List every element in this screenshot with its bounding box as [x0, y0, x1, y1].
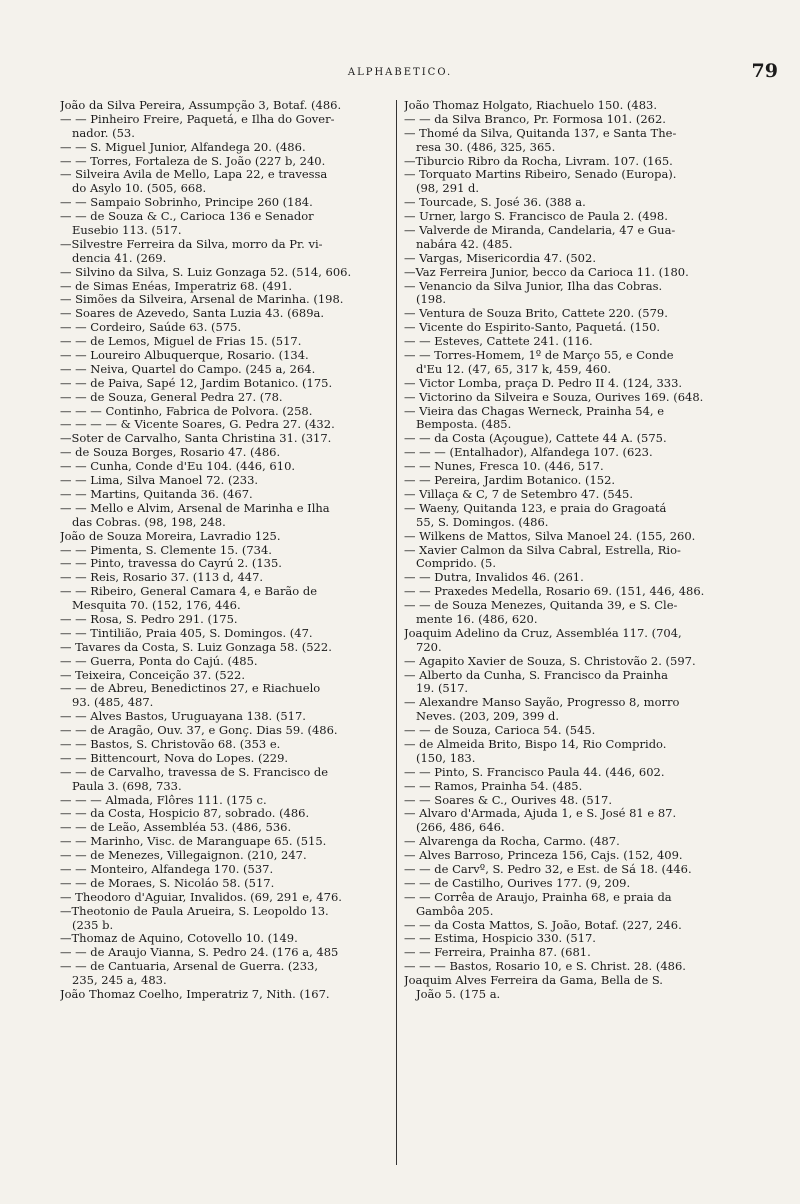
directory-entry-line: do Asylo 10. (505, 668.: [72, 182, 207, 196]
directory-entry-line: —Tiburcio Ribro da Rocha, Livram. 107. (165.: [404, 154, 673, 168]
directory-entry-line: — — de Carvº, S. Pedro 32, e Est. de Sá 18. (446.: [404, 862, 692, 876]
directory-entry-line: — Simões da Silveira, Arsenal de Marinha. (198.: [60, 293, 344, 307]
directory-entry-line: —Vaz Ferreira Junior, becco da Carioca 11. (180.: [404, 265, 689, 279]
directory-entry-line: — — de Souza Menezes, Quitanda 39, e S. Cle-: [404, 599, 678, 613]
directory-entry-line: — — Sampaio Sobrinho, Principe 260 (184.: [60, 196, 313, 210]
directory-entry-line: (198.: [416, 293, 447, 307]
directory-entry-line: — Ventura de Souza Brito, Cattete 220. (579.: [404, 307, 668, 321]
directory-entry-line: — Vicente do Espirito-Santo, Paquetá. (150.: [404, 321, 661, 335]
directory-entry-line: — Silvino da Silva, S. Luiz Gonzaga 52. (514, 606.: [60, 265, 352, 279]
directory-entry-line: — — S. Miguel Junior, Alfandega 20. (486.: [60, 140, 306, 154]
directory-entry-line: — — Loureiro Albuquerque, Rosario. (134.: [60, 349, 309, 363]
directory-entry-line: — — Soares & C., Ourives 48. (517.: [404, 793, 612, 807]
directory-entry-line: Joaquim Alves Ferreira da Gama, Bella de S.: [404, 974, 663, 988]
directory-entry-line: d'Eu 12. (47, 65, 317 k, 459, 460.: [416, 362, 612, 376]
directory-entry-line: — — de Menezes, Villegaignon. (210, 247.: [60, 849, 307, 863]
directory-entry-line: — — de Souza, Carioca 54. (545.: [404, 724, 596, 738]
directory-entry-line: — — da Costa, Hospicio 87, sobrado. (486.: [60, 807, 310, 821]
directory-entry-line: Gambôa 205.: [416, 904, 494, 918]
directory-entry-line: —Thomaz de Aquino, Cotovello 10. (149.: [60, 932, 298, 946]
directory-entry-line: — Tourcade, S. José 36. (388 a.: [404, 196, 586, 210]
directory-entry-line: nabára 42. (485.: [416, 237, 513, 251]
directory-entry-line: — de Souza Borges, Rosario 47. (486.: [60, 446, 281, 460]
directory-entry-line: 720.: [416, 640, 442, 654]
directory-entry-line: João da Silva Pereira, Assumpção 3, Botaf. (486.: [60, 99, 342, 112]
directory-entry-line: — Wilkens de Mattos, Silva Manoel 24. (155, 260.: [404, 529, 696, 543]
directory-entry-line: — Silveira Avila de Mello, Lapa 22, e travessa: [60, 168, 328, 182]
directory-entry-line: — — de Souza, General Pedra 27. (78.: [60, 390, 283, 404]
directory-entry-line: — — Praxedes Medella, Rosario 69. (151, 446, 486.: [404, 585, 705, 599]
directory-entry-line: — — Esteves, Cattete 241. (116.: [404, 335, 593, 349]
directory-entry-line: — — Bittencourt, Nova do Lopes. (229.: [60, 751, 289, 765]
directory-entry-line: — Xavier Calmon da Silva Cabral, Estrella, Rio-: [404, 543, 681, 557]
directory-entry-line: — Waeny, Quitanda 123, e praia do Gragoatá: [404, 501, 667, 515]
directory-entry-line: — — Reis, Rosario 37. (113 d, 447.: [60, 571, 264, 585]
directory-entry-line: (266, 486, 646.: [416, 821, 505, 835]
directory-entry-line: — — Dutra, Invalidos 46. (261.: [404, 571, 584, 585]
directory-entry-line: nador. (53.: [72, 126, 135, 140]
directory-entry-line: — — Mello e Alvim, Arsenal de Marinha e Ilha: [60, 501, 330, 515]
directory-entry-line: — — da Silva Branco, Pr. Formosa 101. (262.: [404, 112, 666, 126]
directory-entry-line: — Vieira das Chagas Werneck, Prainha 54, e: [404, 404, 665, 418]
directory-entry-line: das Cobras. (98, 198, 248.: [72, 515, 226, 529]
directory-entry-line: Neves. (203, 209, 399 d.: [416, 710, 560, 724]
directory-entry-line: — — — Bastos, Rosario 10, e S. Christ. 28. (486.: [404, 960, 686, 974]
directory-entry-line: — Alvarenga da Rocha, Carmo. (487.: [404, 835, 620, 849]
directory-entry-line: 93. (485, 487.: [72, 696, 154, 710]
directory-entry-line: — — Neiva, Quartel do Campo. (245 a, 264.: [60, 362, 316, 376]
directory-entry-line: — — de Aragão, Ouv. 37, e Gonç. Dias 59. (486.: [60, 724, 338, 738]
directory-entry-line: — — Pereira, Jardim Botanico. (152.: [404, 474, 616, 488]
directory-entry-line: — de Simas Enéas, Imperatriz 68. (491.: [60, 279, 293, 293]
directory-entry-line: — — Pinto, S. Francisco Paula 44. (446, 602.: [404, 765, 665, 779]
directory-entry-line: Bemposta. (485.: [416, 418, 512, 432]
directory-entry-line: — de Almeida Brito, Bispo 14, Rio Comprido.: [404, 737, 667, 751]
directory-entry-line: (98, 291 d.: [416, 182, 480, 196]
directory-entry-line: 55, S. Domingos. (486.: [416, 515, 549, 529]
directory-entry-line: — — Ribeiro, General Camara 4, e Barão de: [60, 585, 318, 599]
column-divider: [396, 100, 397, 1165]
directory-entry-line: Joaquim Adelino da Cruz, Assembléa 117. (704,: [404, 626, 682, 640]
directory-entry-line: — Valverde de Miranda, Candelaria, 47 e Gua-: [404, 224, 676, 238]
directory-entry-line: — Venancio da Silva Junior, Ilha das Cobras.: [404, 279, 663, 293]
directory-entry-line: — — Monteiro, Alfandega 170. (537.: [60, 862, 274, 876]
directory-entry-line: — — de Abreu, Benedictinos 27, e Riachuelo: [60, 682, 321, 696]
directory-entry-line: — — Ramos, Prainha 54. (485.: [404, 779, 583, 793]
directory-entry-line: — Teixeira, Conceição 37. (522.: [60, 668, 246, 682]
directory-entry-line: — Alexandre Manso Sayão, Progresso 8, morro: [404, 696, 680, 710]
directory-entry-line: — Soares de Azevedo, Santa Luzia 43. (689a.: [60, 307, 325, 321]
directory-entry-line: — — Cunha, Conde d'Eu 104. (446, 610.: [60, 460, 296, 474]
right-column: [404, 99, 750, 1002]
directory-entry-line: — Victorino da Silveira e Souza, Ourives 169. (648.: [404, 390, 704, 404]
directory-entry-line: — Vargas, Misericordia 47. (502.: [404, 251, 596, 265]
page-title: ALPHABETICO.: [347, 67, 453, 78]
directory-entry-line: — — de Castilho, Ourives 177. (9, 209.: [404, 876, 631, 890]
directory-entry-line: João de Souza Moreira, Lavradio 125.: [60, 529, 281, 543]
directory-entry-line: — — Torres-Homem, 1º de Março 55, e Conde: [404, 349, 674, 363]
directory-entry-line: — — Nunes, Fresca 10. (446, 517.: [404, 460, 604, 474]
directory-entry-line: — — Cordeiro, Saúde 63. (575.: [60, 321, 242, 335]
directory-entry-line: — — da Costa (Açougue), Cattete 44 A. (575.: [404, 432, 667, 446]
directory-entry-line: — — de Araujo Vianna, S. Pedro 24. (176 a, 485: [60, 946, 339, 960]
directory-entry-line: resa 30. (486, 325, 365.: [416, 140, 556, 154]
directory-entry-line: — Torquato Martins Ribeiro, Senado (Europa).: [404, 168, 677, 182]
directory-entry-line: — — Ferreira, Prainha 87. (681.: [404, 946, 591, 960]
directory-entry-line: Comprido. (5.: [416, 557, 497, 571]
directory-entry-line: — — de Leão, Assembléa 53. (486, 536.: [60, 821, 292, 835]
directory-entry-line: — — Alves Bastos, Uruguayana 138. (517.: [60, 710, 306, 724]
directory-entry-line: — — Rosa, S. Pedro 291. (175.: [60, 612, 238, 626]
directory-entry-line: —Theotonio de Paula Arueira, S. Leopoldo 13.: [60, 904, 329, 918]
directory-entry-line: — Agapito Xavier de Souza, S. Christovão 2. (597.: [404, 654, 696, 668]
directory-entry-line: — — de Carvalho, travessa de S. Francisco de: [60, 765, 329, 779]
directory-entry-line: — Victor Lomba, praça D. Pedro II 4. (124, 333.: [404, 376, 683, 390]
directory-entry-line: 235, 245 a, 483.: [72, 974, 167, 988]
directory-entry-line: — Alberto da Cunha, S. Francisco da Prainha: [404, 668, 668, 682]
directory-entry-line: — — Tintilião, Praia 405, S. Domingos. (47.: [60, 626, 313, 640]
directory-entry-line: (235 b.: [72, 918, 114, 932]
directory-entry-line: — — Corrêa de Araujo, Prainha 68, e praia da: [404, 890, 672, 904]
directory-entry-line: — — Pinto, travessa do Cayrú 2. (135.: [60, 557, 282, 571]
left-column: [60, 99, 400, 1002]
directory-entry-line: — — de Lemos, Miguel de Frias 15. (517.: [60, 335, 302, 349]
directory-entry-line: — Thomé da Silva, Quitanda 137, e Santa The-: [404, 126, 677, 140]
directory-entry-line: — — Bastos, S. Christovão 68. (353 e.: [60, 737, 281, 751]
page-header: [0, 60, 800, 84]
directory-entry-line: — — Torres, Fortaleza de S. João (227 b, 240.: [60, 154, 326, 168]
directory-entry-line: — — de Moraes, S. Nicoláo 58. (517.: [60, 876, 275, 890]
directory-entry-line: João 5. (175 a.: [416, 988, 501, 1001]
directory-entry-line: Mesquita 70. (152, 176, 446.: [72, 599, 241, 613]
directory-entry-line: — — Pinheiro Freire, Paquetá, e Ilha do Gover-: [60, 112, 335, 126]
directory-entry-line: — — de Souza & C., Carioca 136 e Senador: [60, 210, 314, 224]
page-number: 79: [751, 60, 778, 82]
directory-entry-line: — — Marinho, Visc. de Maranguape 65. (515.: [60, 835, 327, 849]
directory-entry-line: Paula 3. (698, 733.: [72, 779, 182, 793]
directory-entry-line: — — de Cantuaria, Arsenal de Guerra. (233,: [60, 960, 319, 974]
directory-entry-line: João Thomaz Holgato, Riachuelo 150. (483.: [404, 99, 658, 112]
directory-entry-line: — Urner, largo S. Francisco de Paula 2. (498.: [404, 210, 668, 224]
directory-entry-line: —Silvestre Ferreira da Silva, morro da Pr. vi-: [60, 237, 323, 251]
directory-entry-line: Eusebio 113. (517.: [72, 224, 182, 238]
directory-entry-line: — Villaça & C, 7 de Setembro 47. (545.: [404, 487, 633, 501]
directory-entry-line: mente 16. (486, 620.: [416, 612, 538, 626]
directory-entry-line: —Soter de Carvalho, Santa Christina 31. (317.: [60, 432, 332, 446]
directory-entry-line: — — de Paiva, Sapé 12, Jardim Botanico. (175.: [60, 376, 333, 390]
directory-entry-line: — — — Continho, Fabrica de Polvora. (258.: [60, 404, 313, 418]
directory-entry-line: — — da Costa Mattos, S. João, Botaf. (227, 246.: [404, 918, 682, 932]
directory-entry-line: — — Martins, Quitanda 36. (467.: [60, 487, 253, 501]
directory-entry-line: — Alvaro d'Armada, Ajuda 1, e S. José 81 e 87.: [404, 807, 677, 821]
directory-entry-line: — — Guerra, Ponta do Cajú. (485.: [60, 654, 258, 668]
directory-entry-line: — Tavares da Costa, S. Luiz Gonzaga 58. (522.: [60, 640, 332, 654]
directory-entry-line: — Alves Barroso, Princeza 156, Cajs. (152, 409.: [404, 849, 683, 863]
directory-entry-line: João Thomaz Coelho, Imperatriz 7, Nith. (167.: [60, 988, 330, 1001]
directory-entry-line: — — Lima, Silva Manoel 72. (233.: [60, 474, 259, 488]
directory-entry-line: dencia 41. (269.: [72, 251, 167, 265]
directory-entry-line: — Theodoro d'Aguiar, Invalidos. (69, 291 e, 476.: [60, 890, 342, 904]
directory-entry-line: — — Estima, Hospicio 330. (517.: [404, 932, 596, 946]
directory-entry-line: — — — — & Vicente Soares, G. Pedra 27. (432.: [60, 418, 335, 432]
directory-entry-line: — — — (Entalhador), Alfandega 107. (623.: [404, 446, 653, 460]
directory-entry-line: — — — Almada, Flôres 111. (175 c.: [60, 793, 267, 807]
directory-entry-line: 19. (517.: [416, 682, 469, 696]
directory-entry-line: (150, 183.: [416, 751, 476, 765]
directory-entry-line: — — Pimenta, S. Clemente 15. (734.: [60, 543, 272, 557]
